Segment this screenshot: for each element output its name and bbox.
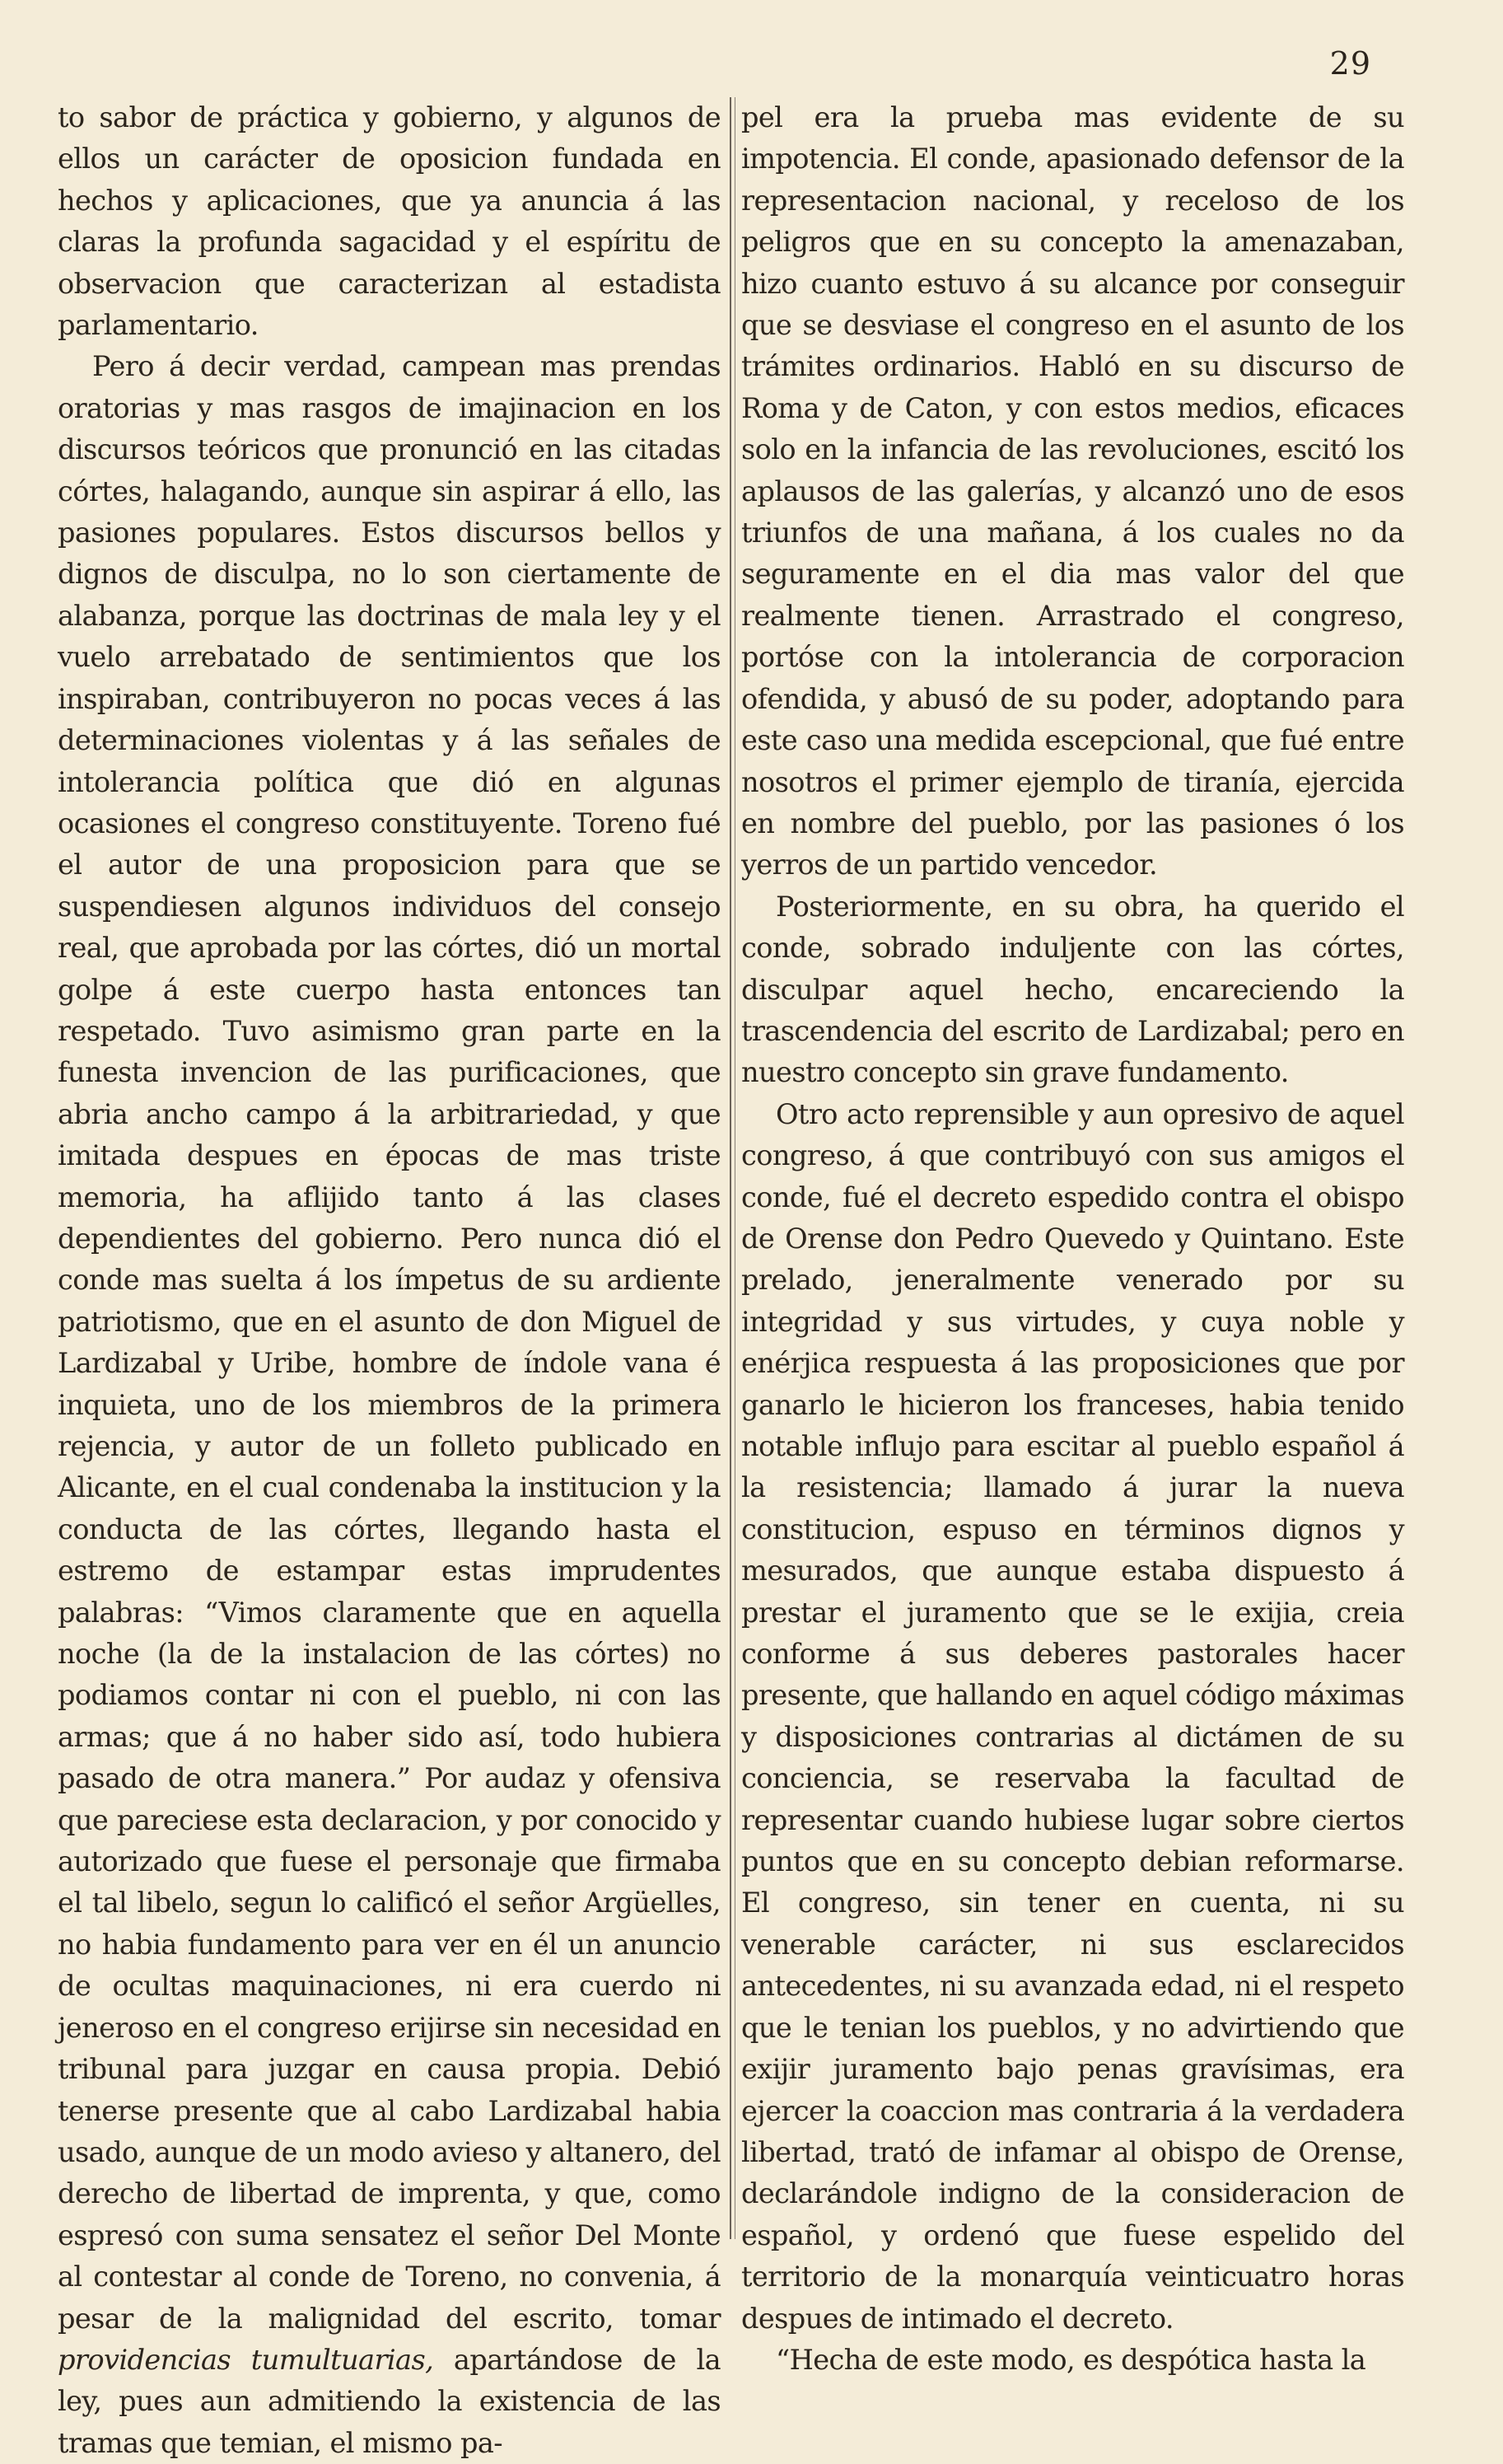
paragraph-tail: apartándose de la ley, pues aun admitiendo la existencia de las tramas que temian, el mismo pa- — [58, 2343, 721, 2459]
paragraph: pel era la prueba mas evidente de su impotencia. El conde, apasionado defensor de la representacion nacional, y receloso de los peligros que en su concepto la amenazaban, hizo cuanto estuvo á su alcance por conseguir que se desviase el congreso en el asunto de los trámites ordinarios. Habló en su discurso de Roma y de Caton, y con estos medios, eficaces solo en la infancia de las revoluciones, escitó los aplausos de las galerías, y alcanzó uno de esos triunfos de una mañana, á los cuales no da seguramente en el dia mas valor del que realmente tienen. Arrastrado el congreso, portóse con la intolerancia de corporacion ofendida, y abusó de su poder, adoptando para este caso una medida escepcional, que fué entre nosotros el primer ejemplo de tiranía, ejercida en nombre del pueblo, por las pasiones ó los yerros de un partido vencedor. — [741, 101, 1404, 881]
page-number: 29 — [1329, 45, 1371, 82]
paragraph: Posteriormente, en su obra, ha querido el conde, sobrado induljente con las córtes, disculpar aquel hecho, encareciendo la trascendencia del escrito de Lardizabal; pero en nuestro concepto sin grave fundamento. — [741, 890, 1404, 1089]
column-divider — [730, 97, 731, 2239]
italic-phrase: providencias tumultuarias, — [58, 2343, 434, 2376]
right-column — [741, 97, 1404, 2381]
paragraph-text: Pero á decir verdad, campean mas prendas oratorias y mas rasgos de imajinacion en los discursos teóricos que pronunció en las citadas córtes, halagando, aunque sin aspirar á ello, las pasiones populares. Estos discursos bellos y dignos de disculpa, no lo son ciertamente de alabanza, porque las doctrinas de mala ley y el vuelo arrebatado de sentimientos que los inspiraban, contribuyeron no pocas veces á las determinaciones violentas y á las señales de intolerancia política que dió en algunas ocasiones el congreso constituyente. Toreno fué el autor de una proposicion para que se suspendiesen algunos individuos del consejo real, que aprobada por las córtes, dió un mortal golpe á este cuerpo hasta entonces tan respetado. Tuvo asimismo gran parte en la funesta invencion de las purificaciones, que abria ancho campo á la arbitrariedad, y que imitada despues en épocas de mas triste memoria, ha aflijido tanto á las clases dependientes del gobierno. Pero nunca dió el conde mas suelta á los ímpetus de su ardiente patriotismo, que en el asunto de don Miguel de Lardizabal y Uribe, hombre de índole vana é inquieta, uno de los miembros de la primera rejencia, y autor de un folleto publicado en Alicante, en el cual condenaba la institucion y la conducta de las córtes, llegando hasta el estremo de estampar estas imprudentes palabras: “Vimos claramente que en aquella noche (la de la instalacion de las córtes) no podiamos contar ni con el pueblo, ni con las armas; que á no haber sido así, todo hubiera pasado de otra manera.” Por audaz y ofensiva que pareciese esta declaracion, y por conocido y autorizado que fuese el personaje que firmaba el tal libelo, segun lo calificó el señor Argüelles, no habia fundamento para ver en él un anuncio de ocultas maquinaciones, ni era cuerdo ni jeneroso en el congreso erijirse sin necesidad en tribunal para juzgar en causa propia. Debió tenerse presente que al cabo Lardizabal habia usado, aunque de un modo avieso y altanero, del derecho de libertad de imprenta, y que, como espresó con suma sensatez el señor Del Monte al contestar al conde de Toreno, no convenia, á pesar de la malignidad del escrito, tomar — [58, 350, 721, 2335]
paragraph — [58, 346, 721, 2464]
paragraph: “Hecha de este modo, es despótica hasta la — [776, 2343, 1366, 2376]
paragraph: Otro acto reprensible y aun opresivo de aquel congreso, á que contribuyó con sus amigos el conde, fué el decreto espedido contra el obispo de Orense don Pedro Quevedo y Quintano. Este prelado, jeneralmente venerado por su integridad y sus virtudes, y cuya noble y enérjica respuesta á las proposiciones que por ganarlo le hicieron los franceses, habia tenido notable influjo para escitar al pueblo español á la resistencia; llamado á jurar la nueva constitucion, espuso en términos dignos y mesurados, que aunque estaba dispuesto á prestar el juramento que se le exijia, creia conforme á sus deberes pastorales hacer presente, que hallando en aquel código máximas y disposiciones contrarias al dictámen de su conciencia, se reservaba la facultad de representar cuando hubiese lugar sobre ciertos puntos que en su concepto debian reformarse. El congreso, sin tener en cuenta, ni su venerable carácter, ni sus esclarecidos antecedentes, ni su avanzada edad, ni el respeto que le tenian los pueblos, y no advirtiendo que exijir juramento bajo penas gravísimas, era ejercer la coaccion mas contraria á la verdadera libertad, trató de infamar al obispo de Orense, declarándole indigno de la consideracion de español, y ordenó que fuese espelido del territorio de la monarquía veinticuatro horas despues de intimado el decreto. — [741, 1097, 1404, 2335]
left-column — [58, 97, 721, 2464]
paragraph: to sabor de práctica y gobierno, y algunos de ellos un carácter de oposicion fundada en hechos y aplicaciones, que ya anuncia á las claras la profunda sagacidad y el espíritu de observacion que caracterizan al estadista parlamentario. — [58, 101, 721, 342]
